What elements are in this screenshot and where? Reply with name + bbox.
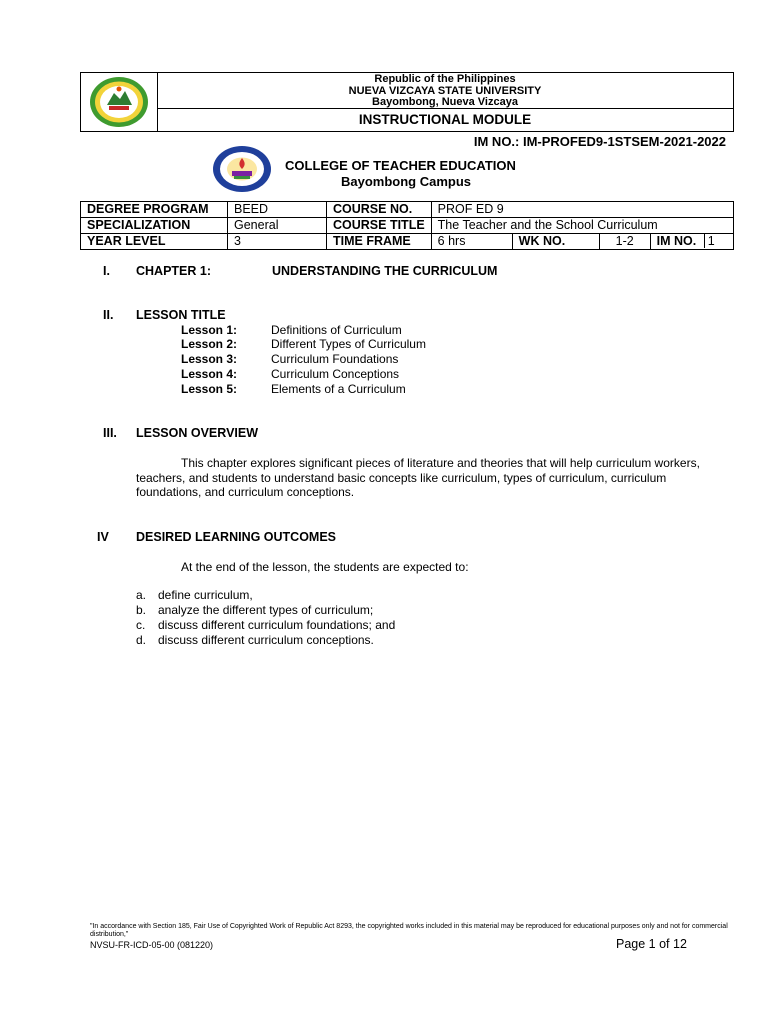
list-item	[181, 337, 426, 351]
lesson-title: Elements of a Curriculum	[271, 382, 406, 396]
course-title-value: The Teacher and the School Curriculum	[431, 218, 733, 234]
lesson-title: Curriculum Foundations	[271, 352, 399, 366]
lesson-key: Lesson 2:	[181, 337, 238, 351]
list-item	[136, 618, 395, 632]
outcome-letter: d.	[136, 633, 147, 647]
header-address: Bayombong, Nueva Vizcaya	[372, 96, 518, 108]
lesson-title: Different Types of Curriculum	[271, 337, 426, 351]
lesson-title: Curriculum Conceptions	[271, 367, 400, 381]
page-number: Page 1 of 12	[616, 937, 687, 951]
list-item	[136, 603, 373, 617]
year-label: YEAR LEVEL	[81, 234, 228, 250]
lesson-key: Lesson 3:	[181, 352, 238, 366]
spec-value: General	[228, 218, 327, 234]
list-item	[181, 367, 399, 381]
im-value: 1	[704, 234, 715, 248]
college-campus: Bayombong Campus	[341, 174, 472, 189]
outcome-letter: b.	[136, 603, 147, 617]
section-1-label: CHAPTER 1:	[136, 264, 212, 278]
course-info-table	[80, 201, 734, 250]
outcomes-intro: At the end of the lesson, the students are expected to:	[181, 560, 469, 574]
im-cell	[650, 234, 733, 250]
outcome-text: discuss different curriculum conceptions.	[158, 633, 374, 647]
header-module-title: INSTRUCTIONAL MODULE	[358, 112, 532, 127]
list-item	[181, 323, 402, 337]
lesson-key: Lesson 1:	[181, 323, 238, 337]
section-2-label: LESSON TITLE	[136, 308, 226, 322]
lesson-key: Lesson 5:	[181, 382, 238, 396]
im-label: IM NO.	[656, 234, 697, 248]
spec-label: SPECIALIZATION	[81, 218, 228, 234]
lesson-title: Definitions of Curriculum	[271, 323, 402, 337]
overview-paragraph: This chapter explores significant pieces of literature and theories that will help curriculum workers, teachers, and students to understand basic concepts like curriculum, types of curriculum, curriculum foundations, and curriculum conceptions.	[136, 456, 700, 500]
section-4-number: IV	[97, 530, 109, 544]
list-item	[136, 588, 253, 602]
im-number: IM NO.: IM-PROFED9-1STSEM-2021-2022	[473, 134, 726, 149]
header-logo-cell	[81, 73, 158, 131]
list-item	[181, 382, 406, 396]
table-row	[81, 234, 734, 250]
section-1-number: I.	[103, 264, 110, 278]
lesson-key: Lesson 4:	[181, 367, 238, 381]
wk-label: WK NO.	[512, 234, 599, 250]
time-label: TIME FRAME	[327, 234, 432, 250]
header-university	[157, 73, 733, 109]
section-1-title: UNDERSTANDING THE CURRICULUM	[272, 264, 498, 278]
course-title-label: COURSE TITLE	[327, 218, 432, 234]
degree-label: DEGREE PROGRAM	[81, 202, 228, 218]
outcome-text: analyze the different types of curriculum;	[158, 603, 374, 617]
outcome-text: define curriculum,	[158, 588, 253, 602]
section-4-label: DESIRED LEARNING OUTCOMES	[136, 530, 337, 544]
nvsu-seal-icon	[87, 75, 151, 129]
table-row	[81, 218, 734, 234]
header-box	[80, 72, 734, 132]
list-item	[181, 352, 398, 366]
list-item	[136, 633, 374, 647]
wk-value: 1-2	[599, 234, 650, 250]
year-value: 3	[228, 234, 327, 250]
header-republic: Republic of the Philippines	[374, 73, 516, 85]
outcome-letter: c.	[136, 618, 146, 632]
section-3-label: LESSON OVERVIEW	[136, 426, 259, 440]
outcome-letter: a.	[136, 588, 147, 602]
time-value: 6 hrs	[431, 234, 512, 250]
header-university-name: NUEVA VIZCAYA STATE UNIVERSITY	[348, 84, 542, 97]
section-2-number: II.	[103, 308, 114, 322]
table-row	[81, 202, 734, 218]
college-name: COLLEGE OF TEACHER EDUCATION	[285, 158, 516, 173]
course-no-value: PROF ED 9	[431, 202, 733, 218]
degree-value: BEED	[228, 202, 327, 218]
copyright-notice: "In accordance with Section 185, Fair Use of Copyrighted Work of Republic Act 8293, the copyrighted works included in this material may be reproduced for educational purposes only and not for commercial distribution,"	[90, 923, 728, 939]
outcome-text: discuss different curriculum foundations; and	[158, 618, 396, 632]
college-block	[285, 158, 516, 190]
form-code: NVSU-FR-ICD-05-00 (081220)	[90, 940, 214, 950]
section-3-number: III.	[103, 426, 117, 440]
cte-seal-icon	[212, 145, 272, 193]
course-no-label: COURSE NO.	[327, 202, 432, 218]
